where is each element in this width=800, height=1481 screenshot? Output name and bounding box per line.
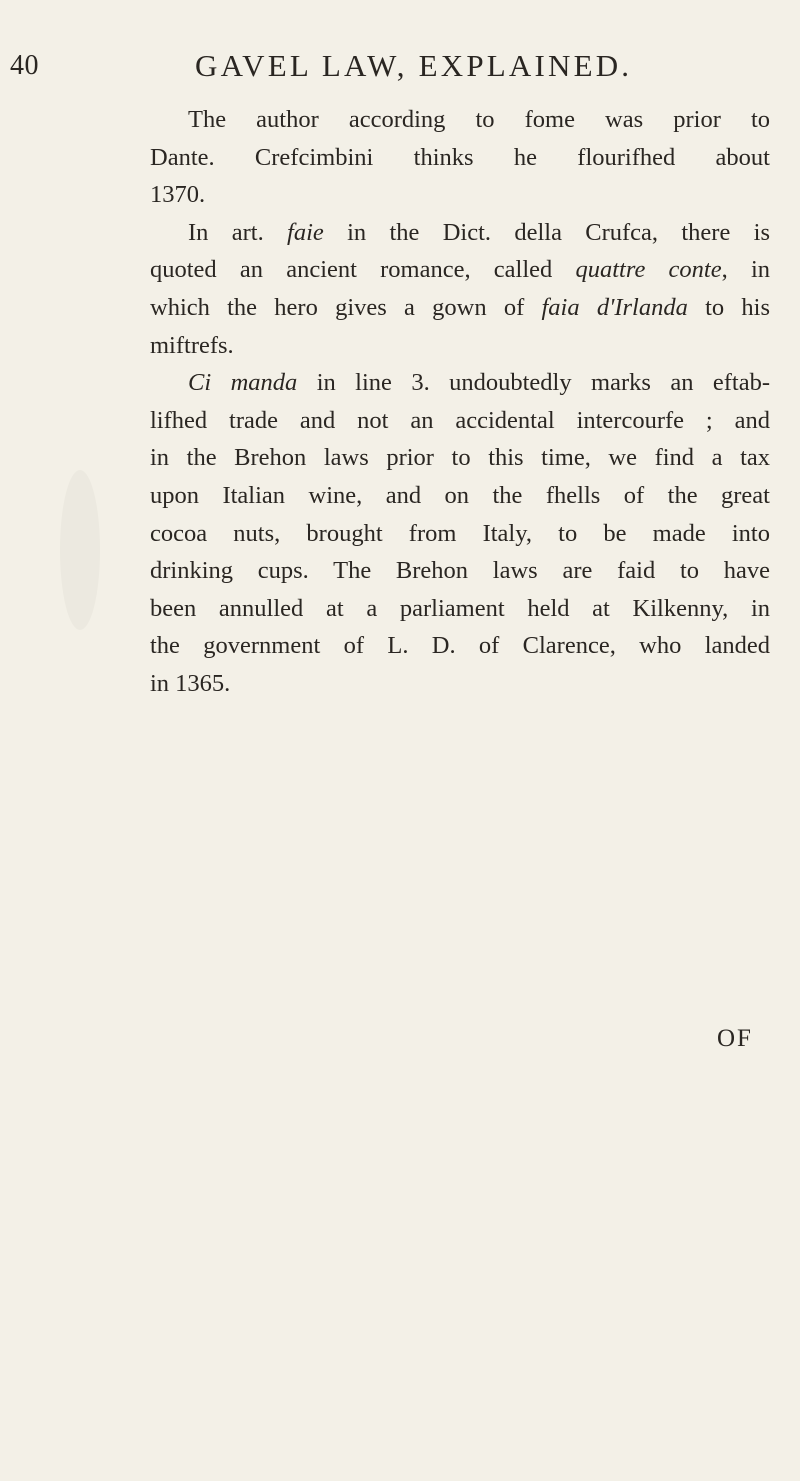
text-run: , in — [721, 256, 771, 284]
text-line — [150, 214, 770, 252]
text-line: miftrefs. — [150, 331, 234, 359]
text-line: in 1365. — [150, 669, 231, 697]
catchword: OF — [717, 1025, 753, 1052]
text-line: The author according to fome was prior to — [188, 106, 770, 133]
running-head: GAVEL LAW, EXPLAINED. — [195, 48, 633, 83]
text-line — [150, 289, 770, 327]
text-line: been annulled at a parliament held at Kilkenny, in — [150, 594, 770, 622]
paragraph-1 — [150, 101, 770, 214]
text-line: drinking cups. The Brehon laws are faid to have — [150, 557, 770, 585]
italic-term: faia d'Irlanda — [541, 293, 688, 321]
text-line: 1370. — [150, 181, 206, 209]
text-line: upon Italian wine, and on the fhells of the great — [150, 481, 770, 509]
paper-stain — [60, 470, 100, 630]
paragraph-3 — [150, 364, 770, 702]
text-run: in line 3. undoubtedly marks an eftab- — [297, 369, 770, 397]
italic-term: quattre conte — [575, 256, 722, 284]
text-run: In art. — [188, 218, 288, 246]
body-text — [150, 101, 770, 703]
text-run: to his — [687, 293, 770, 321]
paragraph-2 — [150, 214, 770, 364]
italic-term: Ci manda — [188, 369, 298, 397]
text-line — [150, 251, 770, 289]
text-line: Dante. Crefcimbini thinks he flourifhed about — [150, 143, 770, 171]
text-line: in the Brehon laws prior to this time, we find a tax — [150, 444, 770, 472]
italic-term: faie — [287, 218, 324, 246]
page-number: 40 — [10, 50, 39, 81]
text-run: in the Dict. della Crufca, there is — [323, 218, 770, 246]
text-run: which the hero gives a gown of — [150, 293, 542, 321]
text-run: quoted an ancient romance, called — [150, 256, 576, 284]
text-line: cocoa nuts, brought from Italy, to be made into — [150, 519, 770, 547]
text-line: lifhed trade and not an accidental intercourfe ; and — [150, 406, 770, 434]
text-line — [150, 364, 770, 402]
text-line: the government of L. D. of Clarence, who landed — [150, 632, 770, 660]
